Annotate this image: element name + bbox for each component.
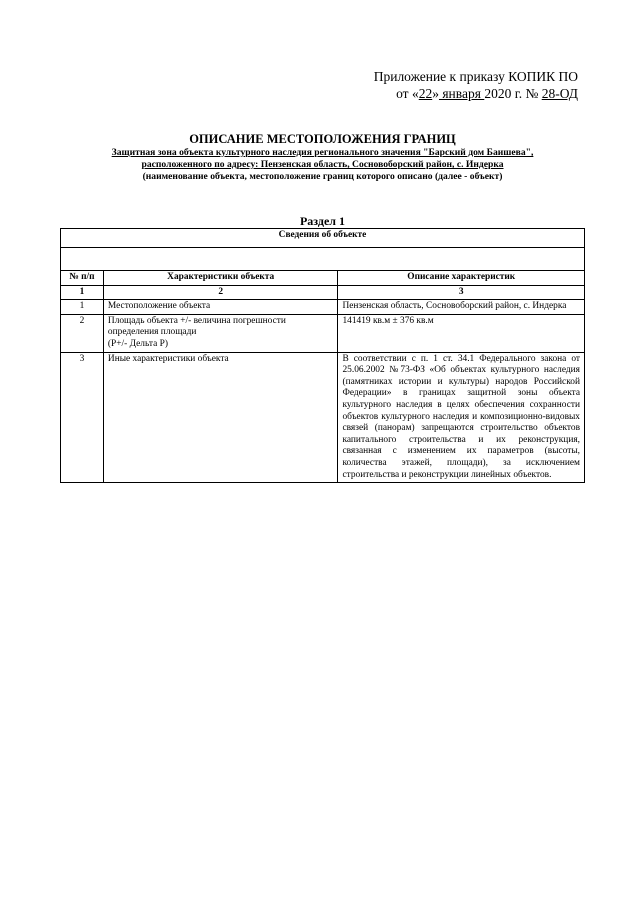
- table-blank-cell: [61, 248, 585, 271]
- row-characteristic: Иные характеристики объекта: [103, 352, 338, 483]
- column-header-description: Описание характеристик: [338, 271, 585, 286]
- appendix-month: января: [438, 86, 485, 101]
- column-number-1: 1: [61, 285, 104, 300]
- column-header-characteristic: Характеристики объекта: [103, 271, 338, 286]
- column-header-row: [61, 271, 585, 286]
- row-characteristic-text: Площадь объекта +/- величина погрешности определения площади: [107, 315, 286, 338]
- row-num: 3: [61, 352, 104, 483]
- appendix-day: 22: [418, 86, 433, 101]
- row-num: 2: [61, 314, 104, 352]
- row-characteristic: [103, 314, 338, 352]
- column-number-2: 2: [103, 285, 338, 300]
- column-header-num: № п/п: [61, 271, 104, 286]
- table-title-row: [61, 229, 585, 248]
- appendix-line1: Приложение к приказу КОПИК ПО: [373, 69, 578, 84]
- appendix-line2: [374, 85, 578, 102]
- appendix-year: 2020 г. №: [484, 86, 542, 101]
- row-num: 1: [61, 300, 104, 315]
- appendix-prefix: от «: [396, 86, 419, 101]
- row-description: 141419 кв.м ± 376 кв.м: [338, 314, 585, 352]
- row-characteristic-note: (Р+/- Дельта Р): [107, 338, 168, 349]
- row-characteristic: Местоположение объекта: [103, 300, 338, 315]
- table-row: [61, 314, 585, 352]
- column-number-row: [61, 285, 585, 300]
- table-row: [61, 352, 585, 483]
- appendix-block: [374, 68, 578, 102]
- object-info-table: [60, 228, 585, 483]
- table-blank-row: [61, 248, 585, 271]
- appendix-quote-close: »: [432, 86, 439, 101]
- subtitle-line2: расположенного по адресу: Пензенская область, Сосновоборский район, с. Индерка: [141, 159, 504, 170]
- row-description: В соответствии с п. 1 ст. 34.1 Федерального закона от 25.06.2002 №73-ФЗ «Об объектах культурного наследия (памятниках истории и культуры) народов Российской Федерации» в границах защитной зоны объекта культурного наследия в целях обеспечения сохранности объектов культурного наследия и композиционно-видовых связей (панорам) запрещаются строительство объектов капитального строительства и их реконструкция, связанная с изменением их параметров (высоты, количества этажей, площади), за исключением строительства и реконструкции линейных объектов.: [338, 352, 585, 483]
- appendix-number: 28-ОД: [541, 86, 578, 101]
- subtitle-line1: Защитная зона объекта культурного наследия регионального значения "Барский дом Баишева",: [111, 147, 534, 158]
- document-title: ОПИСАНИЕ МЕСТОПОЛОЖЕНИЯ ГРАНИЦ: [189, 132, 456, 146]
- title-block: [60, 132, 585, 183]
- table-title: Сведения об объекте: [61, 229, 585, 248]
- section-title: Раздел 1: [299, 214, 346, 228]
- subtitle-note: (наименование объекта, местоположение границ которого описано (далее - объект): [142, 171, 503, 182]
- table-row: [61, 300, 585, 315]
- row-description: Пензенская область, Сосновоборский район, с. Индерка: [338, 300, 585, 315]
- column-number-3: 3: [338, 285, 585, 300]
